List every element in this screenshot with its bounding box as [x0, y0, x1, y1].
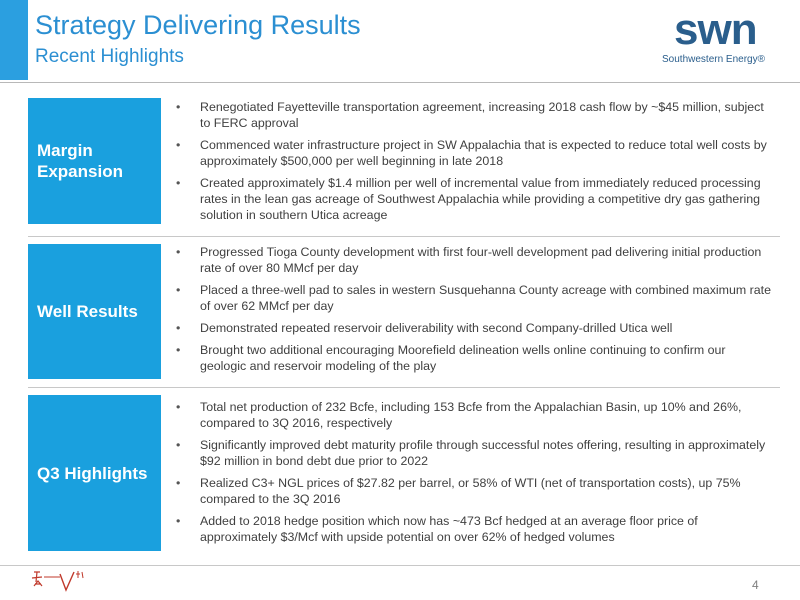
page-number: 4	[752, 578, 759, 592]
section-label-line: Q3 Highlights	[37, 463, 148, 483]
logo-wordmark-text: swn	[674, 5, 757, 54]
bullet-item: • Created approximately $1.4 million per well of incremental value from immediately reduced processing rates in the lean gas acreage of Southwest Appalachia while providing a competitive dry gas gathering solution in southern Utica acreage	[173, 175, 773, 223]
section-label-margin-expansion	[28, 98, 161, 224]
header-divider	[0, 82, 800, 83]
bullet-item: • Added to 2018 hedge position which now has ~473 Bcf hedged at an average floor price of approximately $3/Mcf with upside potential on over 62% of hedged volumes	[173, 513, 773, 545]
company-logo	[660, 5, 780, 70]
bullet-item: • Commenced water infrastructure project in SW Appalachia that is expected to reduce total well costs by approximately $500,000 per well beginning in late 2018	[173, 137, 773, 169]
margin-expansion-bullets	[173, 99, 773, 229]
page-title: Strategy Delivering Results	[35, 10, 361, 40]
footer-divider	[0, 565, 800, 566]
logo-tagline: Southwestern Energy®	[662, 54, 765, 65]
bullet-item: • Realized C3+ NGL prices of $27.82 per barrel, or 58% of WTI (net of transportation costs), up 75% compared to the 3Q 2016	[173, 475, 773, 507]
section-label-line: Well Results	[37, 302, 138, 321]
well-results-bullets	[173, 244, 773, 380]
logo-wordmark	[674, 4, 757, 56]
section-label-line: Expansion	[37, 162, 123, 181]
title-accent-bar	[0, 0, 28, 80]
bullet-item: • Demonstrated repeated reservoir deliverability with second Company-drilled Utica well	[173, 320, 773, 336]
section-divider	[28, 236, 780, 237]
bullet-item: • Progressed Tioga County development with first four-well development pad delivering initial production rate of over 80 MMcf per day	[173, 244, 773, 276]
section-label-q3-highlights	[28, 395, 161, 551]
handwritten-signature	[30, 568, 86, 594]
page-subtitle: Recent Highlights	[35, 46, 184, 67]
section-label-well-results	[28, 244, 161, 379]
bullet-item: • Significantly improved debt maturity profile through successful notes offering, resulting in approximately $92 million in bond debt due prior to 2022	[173, 437, 773, 469]
bullet-item: • Renegotiated Fayetteville transportation agreement, increasing 2018 cash flow by ~$45 million, subject to FERC approval	[173, 99, 773, 131]
section-divider	[28, 387, 780, 388]
bullet-item: • Placed a three-well pad to sales in western Susquehanna County acreage with combined maximum rate of over 62 MMcf per day	[173, 282, 773, 314]
section-label-line: Margin	[37, 141, 93, 160]
bullet-item: • Brought two additional encouraging Moorefield delineation wells online continuing to confirm our geologic and reservoir modeling of the play	[173, 342, 773, 374]
q3-highlights-bullets	[173, 399, 773, 551]
bullet-item: • Total net production of 232 Bcfe, including 153 Bcfe from the Appalachian Basin, up 10% and 26%, compared to 3Q 2016, respectively	[173, 399, 773, 431]
